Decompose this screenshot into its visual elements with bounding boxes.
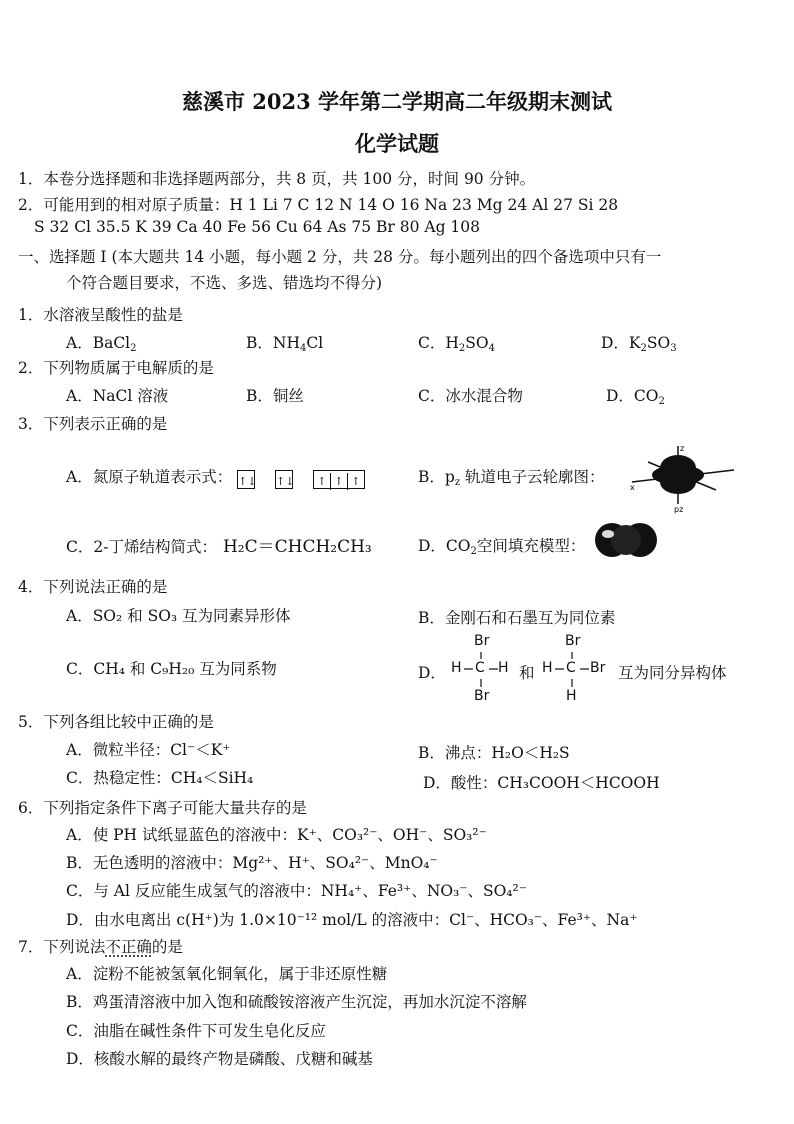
orbital-1s: ↑↓ — [237, 470, 255, 489]
struct1-bonds — [460, 650, 506, 690]
q2-option-b: B．铜丝 — [246, 387, 304, 405]
x-label: x — [630, 483, 635, 492]
section-heading-line1: 一、选择题 I (本大题共 14 小题，每小题 2 分，共 28 分。每小题列出的四个备选项中只有一 — [18, 248, 662, 266]
struct1-h-left: H — [451, 660, 462, 676]
struct2-bonds — [551, 650, 597, 690]
q3-option-a: A．氮原子轨道表示式： ↑↓ ↑↓ ↑ ↑ ↑ — [66, 465, 365, 489]
q7-option-a: A．淀粉不能被氢氧化铜氧化，属于非还原性糖 — [66, 965, 388, 983]
q7-option-d: D．核酸水解的最终产物是磷酸、戊糖和碱基 — [66, 1050, 373, 1068]
co2-space-filling-model — [594, 512, 660, 568]
pz-orbital-diagram — [624, 442, 744, 514]
q4-option-d-and: 和 — [519, 664, 535, 682]
q5-option-b: B．沸点：H₂O＜H₂S — [418, 744, 570, 762]
q3-stem: 3．下列表示正确的是 — [18, 415, 168, 433]
section-heading-line2: 个符合题目要求，不选、多选、错选均不得分) — [66, 274, 383, 292]
exam-title: 慈溪市 2023 学年第二学期高二年级期末测试 — [181, 89, 613, 114]
q6-option-a: A．使 PH 试纸显蓝色的溶液中：K⁺、CO₃²⁻、OH⁻、SO₃²⁻ — [66, 826, 487, 844]
q4-option-a: A．SO₂ 和 SO₃ 互为同素异形体 — [66, 607, 291, 625]
q1-option-b: B．$NH_4Cl$ — [246, 334, 324, 354]
q4-option-b: B．金刚石和石墨互为同位素 — [418, 609, 616, 627]
carbon-atom — [611, 525, 641, 555]
q6-stem: 6．下列指定条件下离子可能大量共存的是 — [18, 799, 307, 817]
q5-option-c: C．热稳定性：CH₄＜SiH₄ — [66, 769, 254, 787]
z-label: z — [680, 444, 685, 453]
struct1-br-bottom: Br — [474, 688, 490, 704]
struct1-c: C — [475, 660, 485, 676]
q7-option-c: C．油脂在碱性条件下可发生皂化反应 — [66, 1022, 326, 1040]
q6-option-b: B．无色透明的溶液中：Mg²⁺、H⁺、SO₄²⁻、MnO₄⁻ — [66, 854, 438, 872]
q1-stem: 1．水溶液呈酸性的盐是 — [18, 306, 183, 324]
note-2a: 2．可能用到的相对原子质量：H 1 Li 7 C 12 N 14 O 16 Na 23 Mg 24 Al 27 Si 28 — [18, 196, 619, 214]
q4-option-c: C．CH₄ 和 C₉H₂₀ 互为同系物 — [66, 660, 277, 678]
q4-option-d-label: D． — [418, 664, 446, 682]
q7-option-b: B．鸡蛋清溶液中加入饱和硫酸铵溶液产生沉淀，再加水沉淀不溶解 — [66, 993, 527, 1011]
orbital-2s: ↑↓ — [275, 470, 293, 489]
q7-emphasis: 不正确 — [105, 938, 152, 956]
q6-option-d: D．由水电离出 c(H⁺)为 1.0×10⁻¹² mol/L 的溶液中：Cl⁻、HCO₃⁻、Fe³⁺、Na⁺ — [66, 911, 638, 929]
q6-option-c: C．与 Al 反应能生成氢气的溶液中：NH₄⁺、Fe³⁺、NO₃⁻、SO₄²⁻ — [66, 882, 527, 900]
q3-option-d: D．$CO_2$空间填充模型： — [418, 537, 586, 557]
q1-option-d: D．$K_2SO_3$ — [601, 334, 677, 354]
exam-subtitle: 化学试题 — [355, 131, 439, 156]
orbital-2p: ↑ ↑ ↑ — [313, 470, 365, 489]
struct2-br-top: Br — [565, 633, 581, 649]
q4-stem: 4．下列说法正确的是 — [18, 578, 168, 596]
q3-option-c: C．2-丁烯结构简式： H₂C＝CHCH₂CH₃ — [66, 537, 372, 557]
q2-option-d: D．$CO_2$ — [606, 387, 665, 407]
q2-option-c: C．冰水混合物 — [418, 387, 523, 405]
q4-option-d-text: 互为同分异构体 — [618, 664, 727, 682]
q5-option-d: D．酸性：CH₃COOH＜HCOOH — [423, 774, 660, 792]
q5-option-a: A．微粒半径：Cl⁻＜K⁺ — [66, 741, 231, 759]
butene-formula: H₂C＝CHCH₂CH₃ — [222, 537, 372, 557]
note-2b: S 32 Cl 35.5 K 39 Ca 40 Fe 56 Cu 64 As 75 Br 80 Ag 108 — [34, 218, 481, 236]
orbital-lobe-lower — [660, 470, 696, 494]
struct2-h-bottom: H — [566, 688, 577, 704]
highlight — [602, 530, 614, 538]
pz-label: pz — [674, 505, 684, 514]
note-1: 1．本卷分选择题和非选择题两部分，共 8 页，共 100 分，时间 90 分钟。 — [18, 170, 536, 188]
q5-stem: 5．下列各组比较中正确的是 — [18, 713, 214, 731]
struct2-c: C — [566, 660, 576, 676]
q1-option-a: A．BaCl$_2$ — [66, 334, 137, 354]
struct1-h-right: H — [498, 660, 509, 676]
q2-option-a: A．NaCl 溶液 — [66, 387, 169, 405]
struct1-br-top: Br — [474, 633, 490, 649]
q7-stem: 7．下列说法不正确的是 — [18, 938, 183, 956]
q3-option-b: B．$p_z$ 轨道电子云轮廓图： — [418, 468, 605, 488]
q1-option-c: C．$H_2SO_4$ — [418, 334, 495, 354]
q2-stem: 2．下列物质属于电解质的是 — [18, 359, 214, 377]
struct2-h-left: H — [542, 660, 553, 676]
struct2-br-right: Br — [590, 660, 606, 676]
